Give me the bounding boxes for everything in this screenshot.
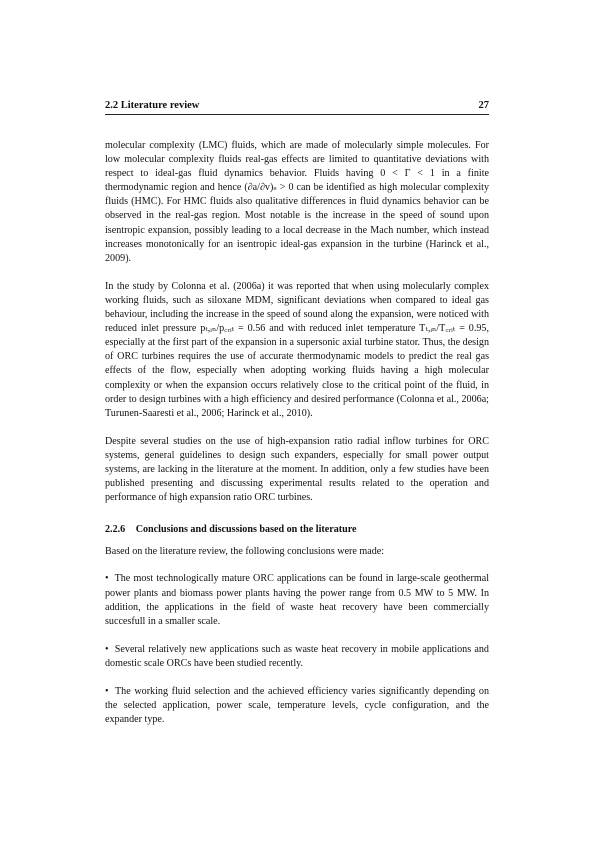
- bullet-item: [105, 643, 489, 671]
- subsection-title: Conclusions and discussions based on the literature: [135, 524, 357, 536]
- bullet-icon: •: [105, 643, 109, 655]
- page-number: 27: [478, 100, 489, 111]
- subsection-number: 2.2.6: [105, 524, 126, 536]
- header-rule: [105, 114, 489, 115]
- bullet-text: Several relatively new applications such as waste heat recovery in mobile applications and domestic scale ORCs have been studied recently.: [105, 643, 489, 669]
- bullet-item: [105, 685, 489, 727]
- header-section-title: 2.2 Literature review: [105, 100, 200, 111]
- paragraph: molecular complexity (LMC) fluids, which are made of molecularly simple molecules. For low molecular complexity fluids real-gas effects are limited to quantitative deviations with respect to ideal-gas fluid dynamics behavior. Fluids having 0 < Γ < 1 in a finite thermodynamic region and hence (∂a/∂v)ₛ > 0 can be identified as high molecular complexity fluids (HMC). For HMC fluids also qualitative differences in fluid dynamics behavior can be observed in the real-gas region. Most notable is the increase in the speed of sound upon isentropic expansion, possibly leading to a local decrease in the Mach number, which instead increases monotonically for an isentropic ideal-gas expansion in the turbine (Harinck et al., 2009).: [105, 140, 489, 264]
- body-text: [105, 139, 489, 741]
- bullet-text: The most technologically mature ORC applications can be found in large-scale geothermal power plants and biomass power plants having the power range from 0.5 MW to 5 MW. In addition, the applications in the field of waste heat recovery have been commercially succesfull in a smaller scale.: [105, 573, 490, 627]
- bullet-item: [105, 572, 489, 628]
- bullet-icon: •: [105, 573, 109, 585]
- paragraph: In the study by Colonna et al. (2006a) it was reported that when using molecularly complex working fluids, such as siloxane MDM, significant deviations when compared to ideal gas behaviour, including the increase in the speed of sound along the expansion, were noticed with reduced inlet pressure pₜ,ᵢₙ/p꜀ᵣᵢₜ = 0.56 and with reduced inlet temperature Tₜ,ᵢₙ/T꜀ᵣᵢₜ = 0.95, especially at the first part of the expansion in a supersonic axial turbine stator. Thus, the design of ORC turbines requires the use of accurate thermodynamic models to predict the real gas effects of the flow, especially when adopting working fluids having a high molecular complexity or when the expansion occurs relatively close to the critical point of the fluid, in order to design turbines with a high efficiency and desired performance (Colonna et al., 2006a; Turunen-Saaresti et al., 2006; Harinck et al., 2010).: [105, 280, 489, 419]
- running-header: [105, 100, 489, 111]
- paragraph: Despite several studies on the use of high-expansion ratio radial inflow turbines for ORC systems, general guidelines to design such expanders, especially for small power output systems, are lacking in the literature at the moment. In addition, only a few studies have been published presenting and discussing experimental results related to the operation and performance of high expansion ratio ORC turbines.: [105, 435, 489, 504]
- subsection-heading: [105, 523, 489, 537]
- intro-sentence: Based on the literature review, the following conclusions were made:: [105, 546, 385, 558]
- bullet-text: The working fluid selection and the achieved efficiency varies significantly depending on the selected application, power scale, temperature levels, cycle configuration, and the expander type.: [105, 686, 489, 726]
- bullet-icon: •: [105, 686, 109, 697]
